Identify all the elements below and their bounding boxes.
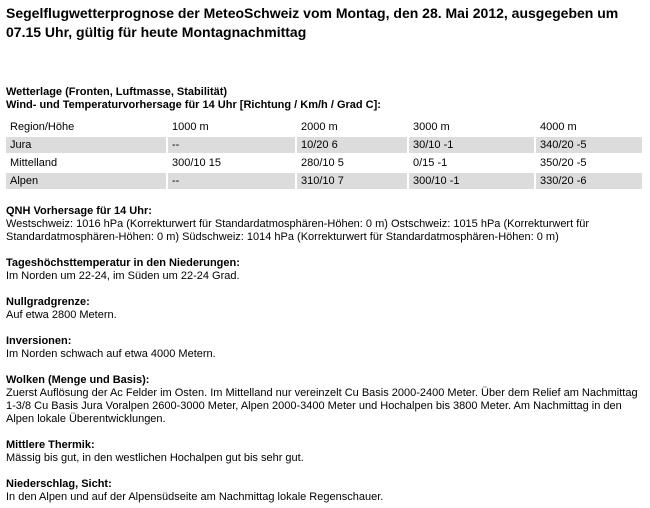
table-header-row bbox=[6, 119, 642, 135]
section-text: Im Norden um 22-24, im Süden um 22-24 Grad. bbox=[6, 270, 240, 282]
table-header-cell: 3000 m bbox=[413, 121, 450, 133]
table-cell: 310/10 7 bbox=[297, 173, 407, 189]
wind-table-heading: Wind- und Temperaturvorhersage für 14 Uhr [Richtung / Km/h / Grad C]: bbox=[6, 99, 381, 111]
section-heading: Mittlere Thermik: bbox=[6, 439, 95, 451]
table-cell: 340/20 -5 bbox=[536, 137, 642, 153]
table-header-cell: 4000 m bbox=[540, 121, 577, 133]
section-text: In den Alpen und auf der Alpensüdseite am Nachmittag lokale Regenschauer. bbox=[6, 491, 384, 503]
inversions-section bbox=[6, 335, 644, 361]
table-cell: 300/10 15 bbox=[172, 157, 221, 169]
section-heading: Niederschlag, Sicht: bbox=[6, 478, 112, 490]
table-cell: Mittelland bbox=[10, 157, 58, 169]
table-cell: Jura bbox=[6, 137, 166, 153]
section-heading: Inversionen: bbox=[6, 335, 72, 347]
clouds-section bbox=[6, 374, 644, 426]
table-cell: 30/10 -1 bbox=[409, 137, 534, 153]
page-title: Segelflugwetterprognose der MeteoSchweiz vom Montag, den 28. Mai 2012, ausgegeben um 07.15 Uhr, gültig für heute Montagnachmittag bbox=[6, 5, 619, 40]
table-row-alpen bbox=[6, 173, 642, 189]
table-cell: 10/20 6 bbox=[297, 137, 407, 153]
table-cell: 350/20 -5 bbox=[540, 157, 587, 169]
table-cell: 280/10 5 bbox=[301, 157, 344, 169]
thermals-section bbox=[6, 439, 644, 465]
table-header-cell: 2000 m bbox=[301, 121, 338, 133]
wind-temperature-table bbox=[4, 117, 644, 191]
freezing-level-section bbox=[6, 296, 644, 322]
section-heading: Tageshöchsttemperatur in den Niederungen: bbox=[6, 257, 240, 269]
section-text: Auf etwa 2800 Metern. bbox=[6, 309, 117, 321]
weather-situation-heading: Wetterlage (Fronten, Luftmasse, Stabilität) bbox=[6, 86, 228, 98]
table-row-jura bbox=[6, 137, 642, 153]
precipitation-section bbox=[6, 478, 644, 504]
table-header-cell: 1000 m bbox=[172, 121, 209, 133]
section-heading: Wolken (Menge und Basis): bbox=[6, 374, 150, 386]
section-text: Im Norden schwach auf etwa 4000 Metern. bbox=[6, 348, 216, 360]
section-text: Mässig bis gut, in den westlichen Hochalpen gut bis sehr gut. bbox=[6, 452, 304, 464]
table-header-cell: Region/Höhe bbox=[10, 121, 75, 133]
section-text: Westschweiz: 1016 hPa (Korrekturwert für Standardatmosphären-Höhen: 0 m) Ostschweiz: 1015 hPa (Korrekturwert für Standardatmosphären-Höhen: 0 m) Südschweiz: 1014 hPa (Korrekturwert für Standardatmosphären-Höhen: 0 m) bbox=[6, 218, 590, 243]
table-cell: 300/10 -1 bbox=[409, 173, 534, 189]
section-heading: QNH Vorhersage für 14 Uhr: bbox=[6, 205, 152, 217]
section-text: Zuerst Auflösung der Ac Felder im Osten. Im Mittelland nur vereinzelt Cu Basis 2000-2400 Meter. Über dem Relief am Nachmittag 1-3/8 Cu Basis Jura Voralpen 2600-3000 Meter, Alpen 2000-3400 Meter und Hochalpen bis 3800 Meter. Am Nachmittag in den Alpen lokale Überentwicklungen. bbox=[6, 387, 638, 425]
qnh-section bbox=[6, 205, 644, 244]
max-temperature-section bbox=[6, 257, 644, 283]
table-cell: -- bbox=[168, 137, 295, 153]
table-row-mittelland bbox=[6, 155, 642, 171]
table-cell: Alpen bbox=[6, 173, 166, 189]
table-cell: 0/15 -1 bbox=[413, 157, 448, 169]
section-heading: Nullgradgrenze: bbox=[6, 296, 90, 308]
table-cell: -- bbox=[168, 173, 295, 189]
table-cell: 330/20 -6 bbox=[536, 173, 642, 189]
